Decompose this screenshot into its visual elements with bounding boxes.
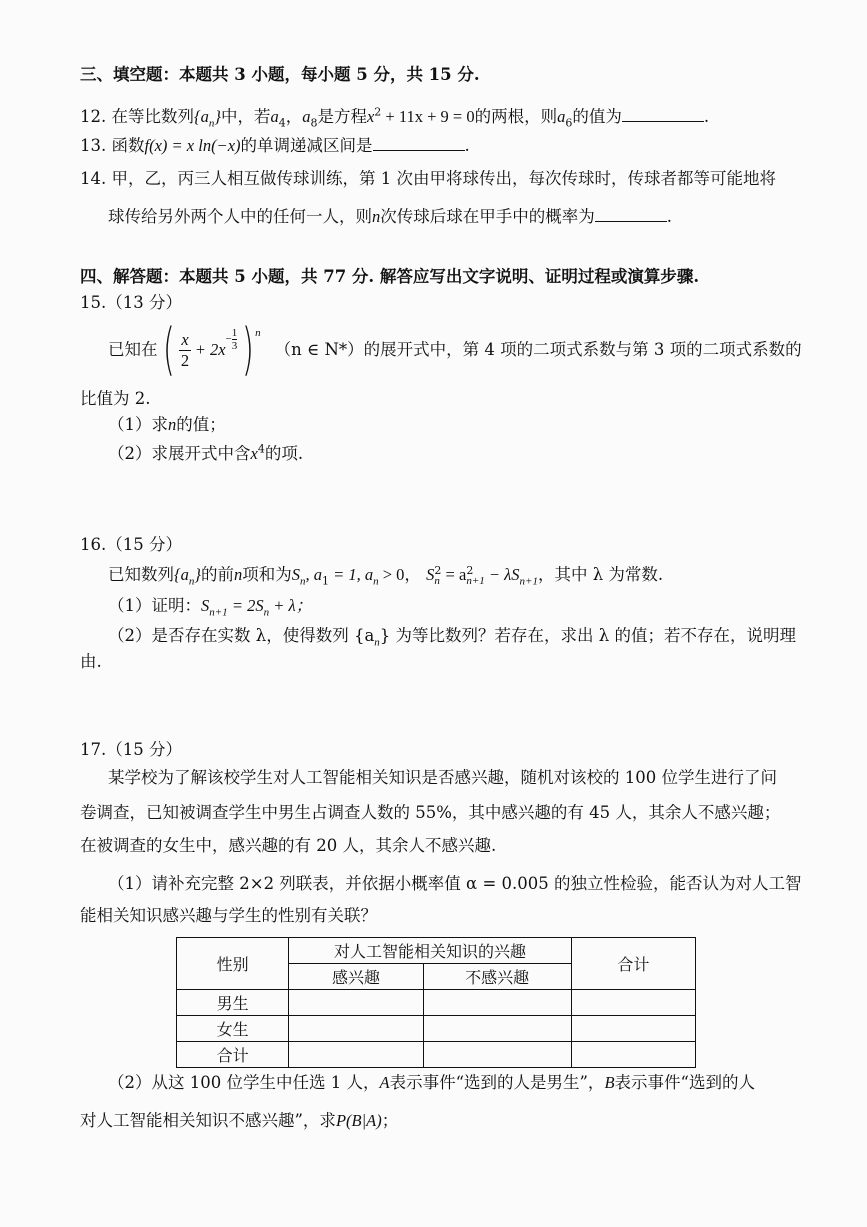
header-total: 合计 bbox=[571, 938, 695, 990]
q17-part-2-line-2: 对人工智能相关知识不感兴趣”，求P(B|A)； bbox=[80, 1111, 399, 1130]
answer-blank-12[interactable] bbox=[622, 107, 704, 122]
answer-blank-13[interactable] bbox=[373, 136, 465, 151]
q17-part-2-line-1: （2）从这 100 位学生中任选 1 人，A表示事件“选到的人是男生”，B表示事件“选到的人 bbox=[108, 1073, 755, 1092]
q15-header: 15.（13 分） bbox=[80, 293, 182, 312]
q15-part-1: （1）求n的值； bbox=[108, 415, 226, 434]
q14-number: 14. bbox=[80, 169, 107, 188]
header-interest-group: 对人工智能相关知识的兴趣 bbox=[289, 938, 571, 964]
exponent-neg-one-third: − $\frac{1}{3}$ bbox=[225, 326, 238, 352]
header-not-interested: 不感兴趣 bbox=[423, 964, 571, 990]
q16-part-2: （2）是否存在实数 λ，使得数列 $\{a_n\}$ 为等比数列？若存在，求出 λ 的值；若不存在，说明理 bbox=[108, 626, 796, 649]
q17-para-line-3: 在被调查的女生中，感兴趣的有 20 人，其余人不感兴趣. bbox=[80, 836, 497, 855]
q17-part-1-line-1: （1）请补充完整 2×2 列联表，并依据小概率值 α = 0.005 的独立性检验，能否认为对人工智 bbox=[108, 874, 802, 893]
answer-blank-14[interactable] bbox=[595, 207, 667, 222]
row-label-total: 合计 bbox=[177, 1042, 289, 1068]
header-gender: 性别 bbox=[177, 938, 289, 990]
question-12: 12. 在等比数列$\{a_n\}$中，若$a_4$，$a_8$是方程$x^2 + 11x + 9 = 0$的两根，则$a_6$的值为 . bbox=[80, 105, 710, 130]
q15-part-2: （2）求展开式中含$x^4$的项. bbox=[108, 442, 304, 463]
cell-male-not-interested[interactable] bbox=[423, 990, 571, 1016]
cell-grand-total[interactable] bbox=[571, 1042, 695, 1068]
contingency-table bbox=[176, 937, 696, 1068]
q16-part-1: （1）证明：$S_{n+1} = 2S_n + \lambda$； bbox=[108, 596, 313, 619]
section-3-heading: 三、填空题：本题共 3 小题，每小题 5 分，共 15 分. bbox=[80, 65, 480, 84]
q16-statement: 已知数列$\{a_n\}$的前n项和为$S_n$, $a_1 = 1$, $a_n > 0$， S 2 n = a 2 n+1 − $\lambda S_{n+1}$，其中 λ 为常数. bbox=[108, 563, 664, 588]
row-label-female: 女生 bbox=[177, 1016, 289, 1042]
question-13: 13. 函数f(x) = x ln(−x)的单调递减区间是 . bbox=[80, 136, 470, 155]
cell-female-not-interested[interactable] bbox=[423, 1016, 571, 1042]
cell-total-interested[interactable] bbox=[289, 1042, 423, 1068]
q12-number: 12. bbox=[80, 107, 107, 126]
header-interested: 感兴趣 bbox=[289, 964, 423, 990]
q13-number: 13. bbox=[80, 136, 107, 155]
question-14-line-2: 球传给另外两个人中的任何一人，则n次传球后球在甲手中的概率为 . bbox=[108, 207, 672, 226]
q15-line-2: 比值为 2. bbox=[80, 389, 151, 408]
fraction-x-over-2: $\frac{x}{2}$ bbox=[180, 329, 190, 370]
q17-header: 17.（15 分） bbox=[80, 740, 182, 759]
section-4-heading: 四、解答题：本题共 5 小题，共 77 分. 解答应写出文字说明、证明过程或演算步骤. bbox=[80, 267, 700, 286]
q16-part-2-line-2: 由. bbox=[80, 652, 102, 671]
q17-para-line-1: 某学校为了解该校学生对人工智能相关知识是否感兴趣，随机对该校的 100 位学生进行了问 bbox=[108, 768, 777, 787]
row-label-male: 男生 bbox=[177, 990, 289, 1016]
cell-male-interested[interactable] bbox=[289, 990, 423, 1016]
cell-female-total[interactable] bbox=[571, 1016, 695, 1042]
left-paren: ( bbox=[162, 317, 175, 382]
cell-male-total[interactable] bbox=[571, 990, 695, 1016]
q17-part-1-line-2: 能相关知识感兴趣与学生的性别有关联？ bbox=[80, 906, 377, 925]
q16-header: 16.（15 分） bbox=[80, 535, 182, 554]
cell-female-interested[interactable] bbox=[289, 1016, 423, 1042]
question-14-line-1: 14. 甲，乙，丙三人相互做传球训练，第 1 次由甲将球传出，每次传球时，传球者都等可能地将 bbox=[80, 169, 776, 188]
cell-total-not-interested[interactable] bbox=[423, 1042, 571, 1068]
q17-para-line-2: 卷调查，已知被调查学生中男生占调查人数的 55%，其中感兴趣的有 45 人，其余人不感兴趣； bbox=[80, 803, 781, 822]
q15-statement: 已知在 ( $\frac{x}{2}$ + 2x − $\frac{1}{3}$ ) n （n ∈ N*） 的展开式中，第 4 项的二项式系数与第 3 项的二项式系数的 bbox=[108, 317, 802, 382]
right-paren: ) bbox=[242, 317, 255, 382]
